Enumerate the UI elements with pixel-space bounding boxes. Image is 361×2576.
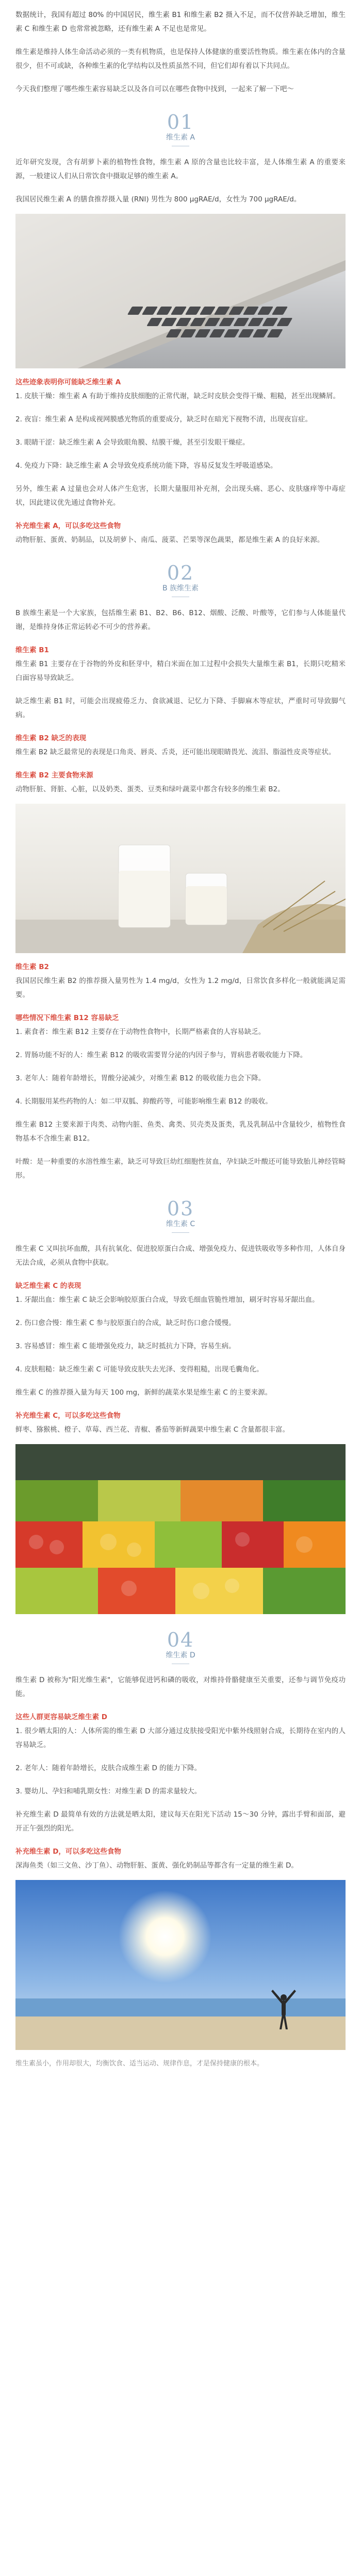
vitamin-a-food-text: 动物肝脏、蛋黄、奶制品，以及胡萝卜、南瓜、菠菜、芒果等深色蔬果，都是维生素 A 的良好来源。 [15,536,324,544]
produce-image [15,1444,346,1614]
vitamin-c-food-text: 鲜枣、猕猴桃、橙子、草莓、西兰花、青椒、番茄等新鲜蔬果中维生素 C 含量都很丰富。 [15,1426,290,1434]
vitamin-b12-risk-item: 2. 胃肠功能不好的人：维生素 B12 的吸收需要胃分泌的内因子参与，胃病患者吸收能力下降。 [15,1051,307,1059]
vitamin-c-symptom: 3. 容易感冒：维生素 C 能增强免疫力，缺乏时抵抗力下降，容易生病。 [15,1342,236,1350]
section-title: 维生素 D [166,1651,195,1659]
intro-paragraph: 维生素是维持人体生命活动必须的一类有机物质，也是保持人体健康的重要活性物质。维生素在体内的含量很少，但不可或缺，各种维生素的化学结构以及性质虽然不同，但它们却有着以下共同点。 [15,48,346,70]
vitamin-d-risk-item: 3. 婴幼儿、孕妇和哺乳期女性：对维生素 D 的需求量较大。 [15,1787,202,1795]
section-header-vitamin-d [0,1630,361,1664]
section-divider [172,1232,189,1233]
vitamin-a-food-heading: 补充维生素 A，可以多吃这些食物 [15,522,121,530]
vitamin-b2-source-heading: 维生素 B2 主要食物来源 [15,771,93,779]
section-header-vitamin-b [0,563,361,597]
laptop-image [15,214,346,368]
vitamin-b-paragraph: B 族维生素是一个大家族，包括维生素 B1、B2、B6、B12、烟酸、泛酸、叶酸等，它们参与人体能量代谢，是维持身体正常运转必不可少的营养素。 [15,609,346,631]
vitamin-d-paragraph: 维生素 D 被称为"阳光维生素"，它能够促进钙和磷的吸收，对维持骨骼健康至关重要，还参与调节免疫功能。 [15,1676,346,1698]
section-number: 04 [167,1629,194,1651]
vitamin-d-risk-item: 1. 很少晒太阳的人：人体所需的维生素 D 大部分通过皮肤接受阳光中紫外线照射合成，长期待在室内的人容易缺乏。 [15,1727,346,1749]
vitamin-d-food-heading: 补充维生素 D，可以多吃这些食物 [15,1848,121,1856]
vitamin-a-paragraph: 近年研究发现，含有胡萝卜素的植物性食物，维生素 A 原的含量也比较丰富，是人体维生素 A 的重要来源，一般建议人们从日常饮食中摄取足够的维生素 A。 [15,158,346,180]
section-number: 02 [167,562,194,584]
vitamin-c-heading: 缺乏维生素 C 的表现 [15,1282,81,1290]
vitamin-b-paragraph: 缺乏维生素 B1 时，可能会出现疲倦乏力、食欲减退、记忆力下降、手脚麻木等症状，严重时可导致脚气病。 [15,697,346,719]
vitamin-c-symptom: 1. 牙龈出血：维生素 C 缺乏会影响胶原蛋白合成，导致毛细血管脆性增加，刷牙时容易牙龈出血。 [15,1296,319,1304]
vitamin-a-heading: 这些迹象表明你可能缺乏维生素 A [15,378,121,386]
vitamin-a-symptom: 1. 皮肤干燥：维生素 A 有助于维持皮肤细胞的正常代谢，缺乏时皮肤会变得干燥、粗糙，甚至出现鳞屑。 [15,392,340,400]
vitamin-c-paragraph: 维生素 C 的推荐摄入量为每天 100 mg，新鲜的蔬菜水果是维生素 C 的主要来源。 [15,1388,272,1397]
vitamin-d-food-text: 深海鱼类（如三文鱼、沙丁鱼）、动物肝脏、蛋黄、强化奶制品等都含有一定量的维生素 D。 [15,1861,298,1870]
vitamin-b-paragraph: 维生素 B1 主要存在于谷物的外皮和胚芽中，精白米面在加工过程中会损失大量维生素 B1，长期只吃精米白面容易导致缺乏。 [15,660,346,682]
vitamin-b12-risk-item: 3. 老年人：随着年龄增长，胃酸分泌减少，对维生素 B12 的吸收能力也会下降。 [15,1074,266,1082]
vitamin-b-paragraph: 维生素 B12 主要来源于肉类、动物内脏、鱼类、禽类、贝壳类及蛋类，乳及乳制品中含量较少，植物性食物基本不含维生素 B12。 [15,1121,346,1143]
vitamin-c-symptom: 2. 伤口愈合慢：维生素 C 参与胶原蛋白的合成，缺乏时伤口愈合缓慢。 [15,1319,236,1327]
sun-beach-image [15,1880,346,2050]
vitamin-b-paragraph: 维生素 B2 缺乏最常见的表现是口角炎、唇炎、舌炎，还可能出现眼睛畏光、流泪、脂溢性皮炎等症状。 [15,748,336,756]
vitamin-b1-heading: 维生素 B1 [15,646,49,654]
vitamin-c-food-heading: 补充维生素 C，可以多吃这些食物 [15,1412,121,1420]
vitamin-d-heading: 这些人群更容易缺乏维生素 D [15,1713,107,1721]
vitamin-c-paragraph: 维生素 C 又叫抗坏血酸，具有抗氧化、促进胶原蛋白合成、增强免疫力、促进铁吸收等多种作用，人体自身无法合成，必须从食物中获取。 [15,1245,346,1267]
vitamin-a-symptom: 3. 眼睛干涩：缺乏维生素 A 会导致眼角膜、结膜干燥，甚至引发眼干燥症。 [15,438,250,447]
vitamin-b12-risk-item: 1. 素食者：维生素 B12 主要存在于动物性食物中，长期严格素食的人容易缺乏。 [15,1028,266,1036]
intro-paragraph: 今天我们整理了哪些维生素容易缺乏以及各自可以在哪些食物中找到，一起来了解一下吧～ [15,85,294,93]
closing-note: 维生素虽小，作用却很大，均衡饮食、适当运动、规律作息，才是保持健康的根本。 [15,2060,264,2067]
vitamin-b12-heading: 哪些情况下维生素 B12 容易缺乏 [15,1014,119,1022]
section-title: B 族维生素 [162,584,199,592]
section-title: 维生素 A [166,133,195,142]
vitamin-b-paragraph: 动物肝脏、肾脏、心脏，以及奶类、蛋类、豆类和绿叶蔬菜中都含有较多的维生素 B2。 [15,785,285,793]
produce-illustration [15,1444,346,1614]
milk-image [15,804,346,953]
vitamin-b2-heading: 维生素 B2 缺乏的表现 [15,734,87,742]
vitamin-a-symptom: 2. 夜盲：维生素 A 是构成视网膜感光物质的重要成分，缺乏时在暗光下视物不清，出现夜盲症。 [15,415,312,423]
vitamin-c-symptom: 4. 皮肤粗糙：缺乏维生素 C 可能导致皮肤失去光泽、变得粗糙，出现毛囊角化。 [15,1365,264,1374]
laptop-illustration [15,214,346,368]
section-header-vitamin-a [0,112,361,146]
section-header-vitamin-c [0,1198,361,1233]
vitamin-b-paragraph: 叶酸：是一种重要的水溶性维生素，缺乏可导致巨幼红细胞性贫血，孕妇缺乏叶酸还可能导致胎儿神经管畸形。 [15,1158,346,1180]
vitamin-b-paragraph: 我国居民维生素 B2 的推荐摄入量男性为 1.4 mg/d，女性为 1.2 mg/d，日常饮食多样化一般就能满足需要。 [15,977,346,999]
vitamin-d-paragraph: 补充维生素 D 最简单有效的方法就是晒太阳，建议每天在阳光下活动 15～30 分钟，露出手臂和面部，避开正午强烈的阳光。 [15,1810,346,1833]
vitamin-a-symptom: 4. 免疫力下降：缺乏维生素 A 会导致免疫系统功能下降，容易反复发生呼吸道感染。 [15,462,277,470]
intro-paragraph: 数据统计，我国有超过 80% 的中国居民，维生素 B1 和维生素 B2 摄入不足，而不仅营养缺乏增加，维生素 C 和维生素 D 也常常被忽略，还有维生素 A 不足也是常见。 [15,11,346,33]
sun-beach-illustration [15,1880,346,2050]
vitamin-a-paragraph: 另外，维生素 A 过量也会对人体产生危害，长期大量服用补充剂，会出现头痛、恶心、皮肤瘙痒等中毒症状，因此建议优先通过食物补充。 [15,485,346,507]
vitamin-a-paragraph: 我国居民维生素 A 的膳食推荐摄入量 (RNI) 男性为 800 μgRAE/d，女性为 700 μgRAE/d。 [15,195,301,204]
section-number: 01 [167,111,194,133]
section-number: 03 [167,1197,194,1220]
vitamin-b12-risk-item: 4. 长期服用某些药物的人：如二甲双胍、抑酸药等，可能影响维生素 B12 的吸收。 [15,1097,272,1106]
section-title: 维生素 C [166,1220,195,1228]
vitamin-b2-rni-heading: 维生素 B2 [15,963,49,971]
vitamin-d-risk-item: 2. 老年人：随着年龄增长，皮肤合成维生素 D 的能力下降。 [15,1764,202,1772]
milk-illustration [15,804,346,953]
